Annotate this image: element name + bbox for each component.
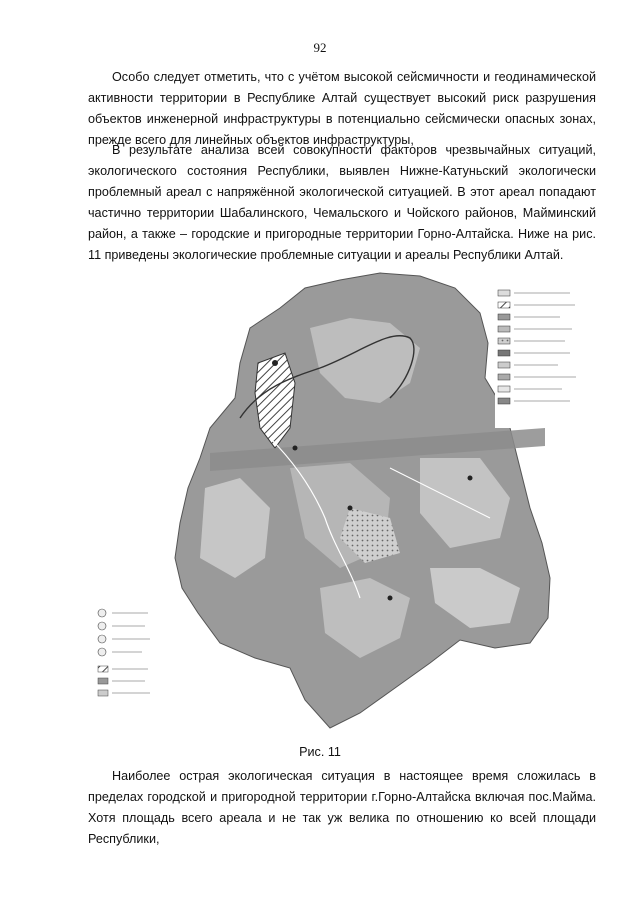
page-number: 92: [313, 40, 327, 55]
paragraph-ecological-area: В результате анализа всей совокупности факторов чрезвычайных ситуаций, экологического состояния Республики, выявлен Нижне-Катуньский экологически проблемный ареал с напряжённой экологической ситуацией. В этот ареал попадают частично территории Шабалинского, Чемальского и Чойского районов, Майминский район, а также – городские и пригородные территории Горно-Алтайска. Ниже на рис. 11 приведены экологические проблемные ситуации и ареалы Республики Алтай.: [88, 143, 596, 262]
figure-caption: Рис. 11: [299, 745, 341, 759]
settlement-marker: [468, 476, 473, 481]
settlement-marker: [293, 446, 298, 451]
paragraph-seismic-risk: Особо следует отметить, что с учётом высокой сейсмичности и геодинамической активности территории в Республике Алтай существует высокий риск разрушения объектов инженерной инфраструктуры в потенциально сейсмически опасных зонах, прежде всего для линейных объектов инфраструктуры,: [88, 70, 596, 147]
paragraph-gorno-altaysk: Наиболее острая экологическая ситуация в настоящее время сложилась в пределах городской и пригородной территории г.Горно-Алтайска включая пос.Майма. Хотя площадь всего ареала и не так уж велика по отношению ко всей площади Республики,: [88, 769, 596, 846]
map-legend-right: [495, 278, 585, 428]
settlement-marker: [348, 506, 353, 511]
settlement-marker: [272, 360, 278, 366]
ecological-map-figure: [90, 268, 590, 738]
map-legend-left: [95, 598, 155, 718]
settlement-marker: [388, 596, 393, 601]
